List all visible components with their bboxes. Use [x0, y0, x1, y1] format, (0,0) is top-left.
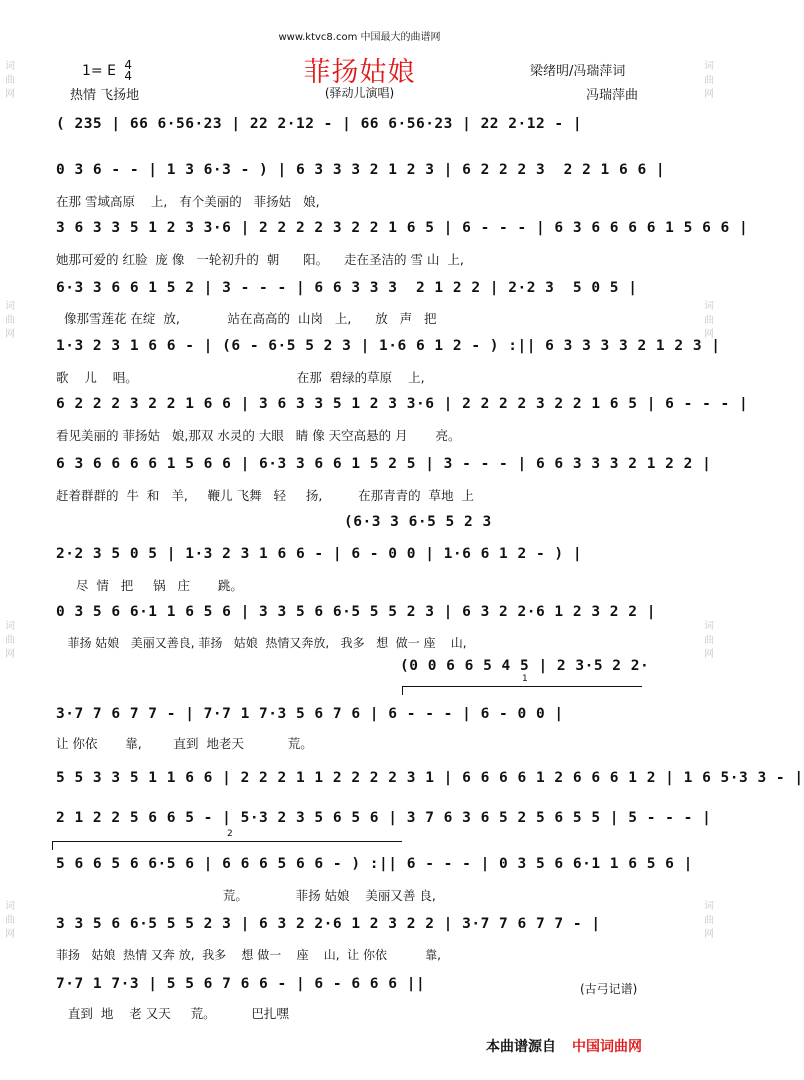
score-line-6: 6 2 2 2 3 2 2 1 6 6 | 3 6 3 3 5 1 2 3 3·6 | 2 2 2 2 3 2 2 1 6 5 | 6 - - - | — [56, 396, 749, 412]
lyric-line-9: 菲扬 姑娘 美丽又善良, 菲扬 姑娘 热情又奔放, 我多 想 做一 座 山, — [56, 636, 467, 650]
interlude-line-2: (0 0 6 6 5 4 5 | 2 3·5 2 2· — [400, 658, 650, 674]
score-line-14: 3 3 5 6 6·5 5 5 2 3 | 6 3 2 2·6 1 2 3 2 2 | 3·7 7 6 7 7 - | — [56, 916, 601, 932]
score-line-3: 3 6 3 3 5 1 2 3 3·6 | 2 2 2 2 3 2 2 1 6 5 | 6 - - - | 6 3 6 6 6 6 1 5 6 6 | — [56, 220, 749, 236]
site-url: www.ktvc8.com 中国最大的曲谱网 — [278, 32, 441, 43]
score-line-1: ( 235 | 66 6·56·23 | 22 2·12 - | 66 6·56·23 | 22 2·12 - | — [56, 116, 583, 132]
composer: 冯瑞萍曲 — [586, 88, 639, 103]
watermark-right-2: 词 曲 网 — [704, 301, 714, 340]
score-line-9: 0 3 5 6 6·1 1 6 5 6 | 3 3 5 6 6·5 5 5 2 3 | 6 3 2 2·6 1 2 3 2 2 | — [56, 604, 656, 620]
lyric-line-10: 让 你依 靠, 直到 地老天 荒。 — [56, 736, 313, 751]
tempo-marking: 热情 飞扬地 — [70, 88, 140, 103]
lyric-line-8: 尽 情 把 锅 庄 跳。 — [56, 578, 243, 593]
source-site-link[interactable]: 中国词曲网 — [572, 1039, 642, 1055]
performer-subtitle: (驿动儿演唱) — [324, 86, 395, 100]
volta-bracket-1 — [402, 674, 642, 687]
time-signature — [124, 60, 132, 82]
watermark-right-3: 词 曲 网 — [704, 621, 714, 660]
time-top: 4 — [124, 58, 133, 72]
lyric-line-15: 直到 地 老 又天 荒。 巴扎嘿 — [56, 1006, 289, 1021]
watermark-left-1: 词 曲 网 — [5, 61, 15, 100]
score-line-15: 7·7 1 7·3 | 5 5 6 7 6 6 - | 6 - 6 6 6 || — [56, 976, 426, 992]
lyric-line-2: 在那 雪域高原 上, 有个美丽的 菲扬姑 娘, — [56, 194, 320, 209]
watermark-left-4: 词 曲 网 — [5, 901, 15, 940]
key-signature — [82, 60, 132, 82]
volta-number-1: 1 — [522, 674, 528, 684]
score-line-2: 0 3 6 - - | 1 3 6·3 - ) | 6 3 3 3 2 1 2 3 | 6 2 2 2 3 2 2 1 6 6 | — [56, 162, 666, 178]
lyric-line-4: 像那雪莲花 在绽 放, 站在高高的 山岗 上, 放 声 把 — [56, 311, 437, 326]
score-line-13: 5 6 6 5 6 6·5 6 | 6 6 6 5 6 6 - ) :|| 6 - - - | 0 3 5 6 6·1 1 6 5 6 | — [56, 856, 693, 872]
lyric-line-14: 菲扬 姑娘 热情 又奔 放, 我多 想 做一 座 山, 让 你依 靠, — [56, 948, 441, 962]
watermark-left-3: 词 曲 网 — [5, 621, 15, 660]
score-line-5: 1·3 2 3 1 6 6 - | (6 - 6·5 5 2 3 | 1·6 6 1 2 - ) :|| 6 3 3 3 3 2 1 2 3 | — [56, 338, 721, 354]
score-line-8: 2·2 3 5 0 5 | 1·3 2 3 1 6 6 - | 6 - 0 0 | 1·6 6 1 2 - ) | — [56, 546, 583, 562]
watermark-right-4: 词 曲 网 — [704, 901, 714, 940]
score-line-4: 6·3 3 6 6 1 5 2 | 3 - - - | 6 6 3 3 3 2 1 2 2 | 2·2 3 5 0 5 | — [56, 280, 638, 296]
volta-number-2: 2 — [227, 829, 233, 839]
lyricist: 梁绪明/冯瑞萍词 — [530, 64, 626, 79]
interlude-line-1: (6·3 3 6·5 5 2 3 — [344, 514, 492, 530]
source-label: 本曲谱源自 — [486, 1039, 556, 1055]
lyric-line-7: 赶着群群的 牛 和 羊, 鞭儿 飞舞 轻 扬, 在那青青的 草地 上 — [56, 488, 475, 503]
watermark-right-1: 词 曲 网 — [704, 61, 714, 100]
lyric-line-3: 她那可爱的 红脸 庞 像 一轮初升的 朝 阳。 走在圣洁的 雪 山 上, — [56, 252, 464, 267]
score-line-7: 6 3 6 6 6 6 1 5 6 6 | 6·3 3 6 6 1 5 2 5 | 3 - - - | 6 6 3 3 3 2 1 2 2 | — [56, 456, 712, 472]
volta-bracket-2 — [52, 829, 402, 842]
source-credit — [486, 1036, 642, 1056]
watermark-left-2: 词 曲 网 — [5, 301, 15, 340]
song-title: 菲扬姑娘 — [303, 57, 416, 88]
score-line-10: 3·7 7 6 7 7 - | 7·7 1 7·3 5 6 7 6 | 6 - - - | 6 - 0 0 | — [56, 706, 564, 722]
lyric-line-5: 歌 儿 唱。 在那 碧绿的草原 上, — [56, 370, 425, 385]
key-label: 1= E — [82, 63, 116, 79]
score-line-11: 5 5 3 3 5 1 1 6 6 | 2 2 2 1 1 2 2 2 2 3 1 | 6 6 6 6 1 2 6 6 6 1 2 | 1 6 5·3 3 - | — [56, 770, 804, 786]
score-line-12: 2 1 2 2 5 6 6 5 - | 5·3 2 3 5 6 5 6 | 3 7 6 3 6 5 2 5 6 5 5 | 5 - - - | — [56, 810, 712, 826]
time-bottom: 4 — [124, 69, 133, 83]
lyric-line-6: 看见美丽的 菲扬姑 娘,那双 水灵的 大眼 睛 像 天空高悬的 月 亮。 — [56, 428, 461, 443]
notation-credit: (古弓记谱) — [580, 982, 638, 996]
lyric-line-13: 荒。 菲扬 姑娘 美丽又善 良, — [56, 888, 436, 903]
